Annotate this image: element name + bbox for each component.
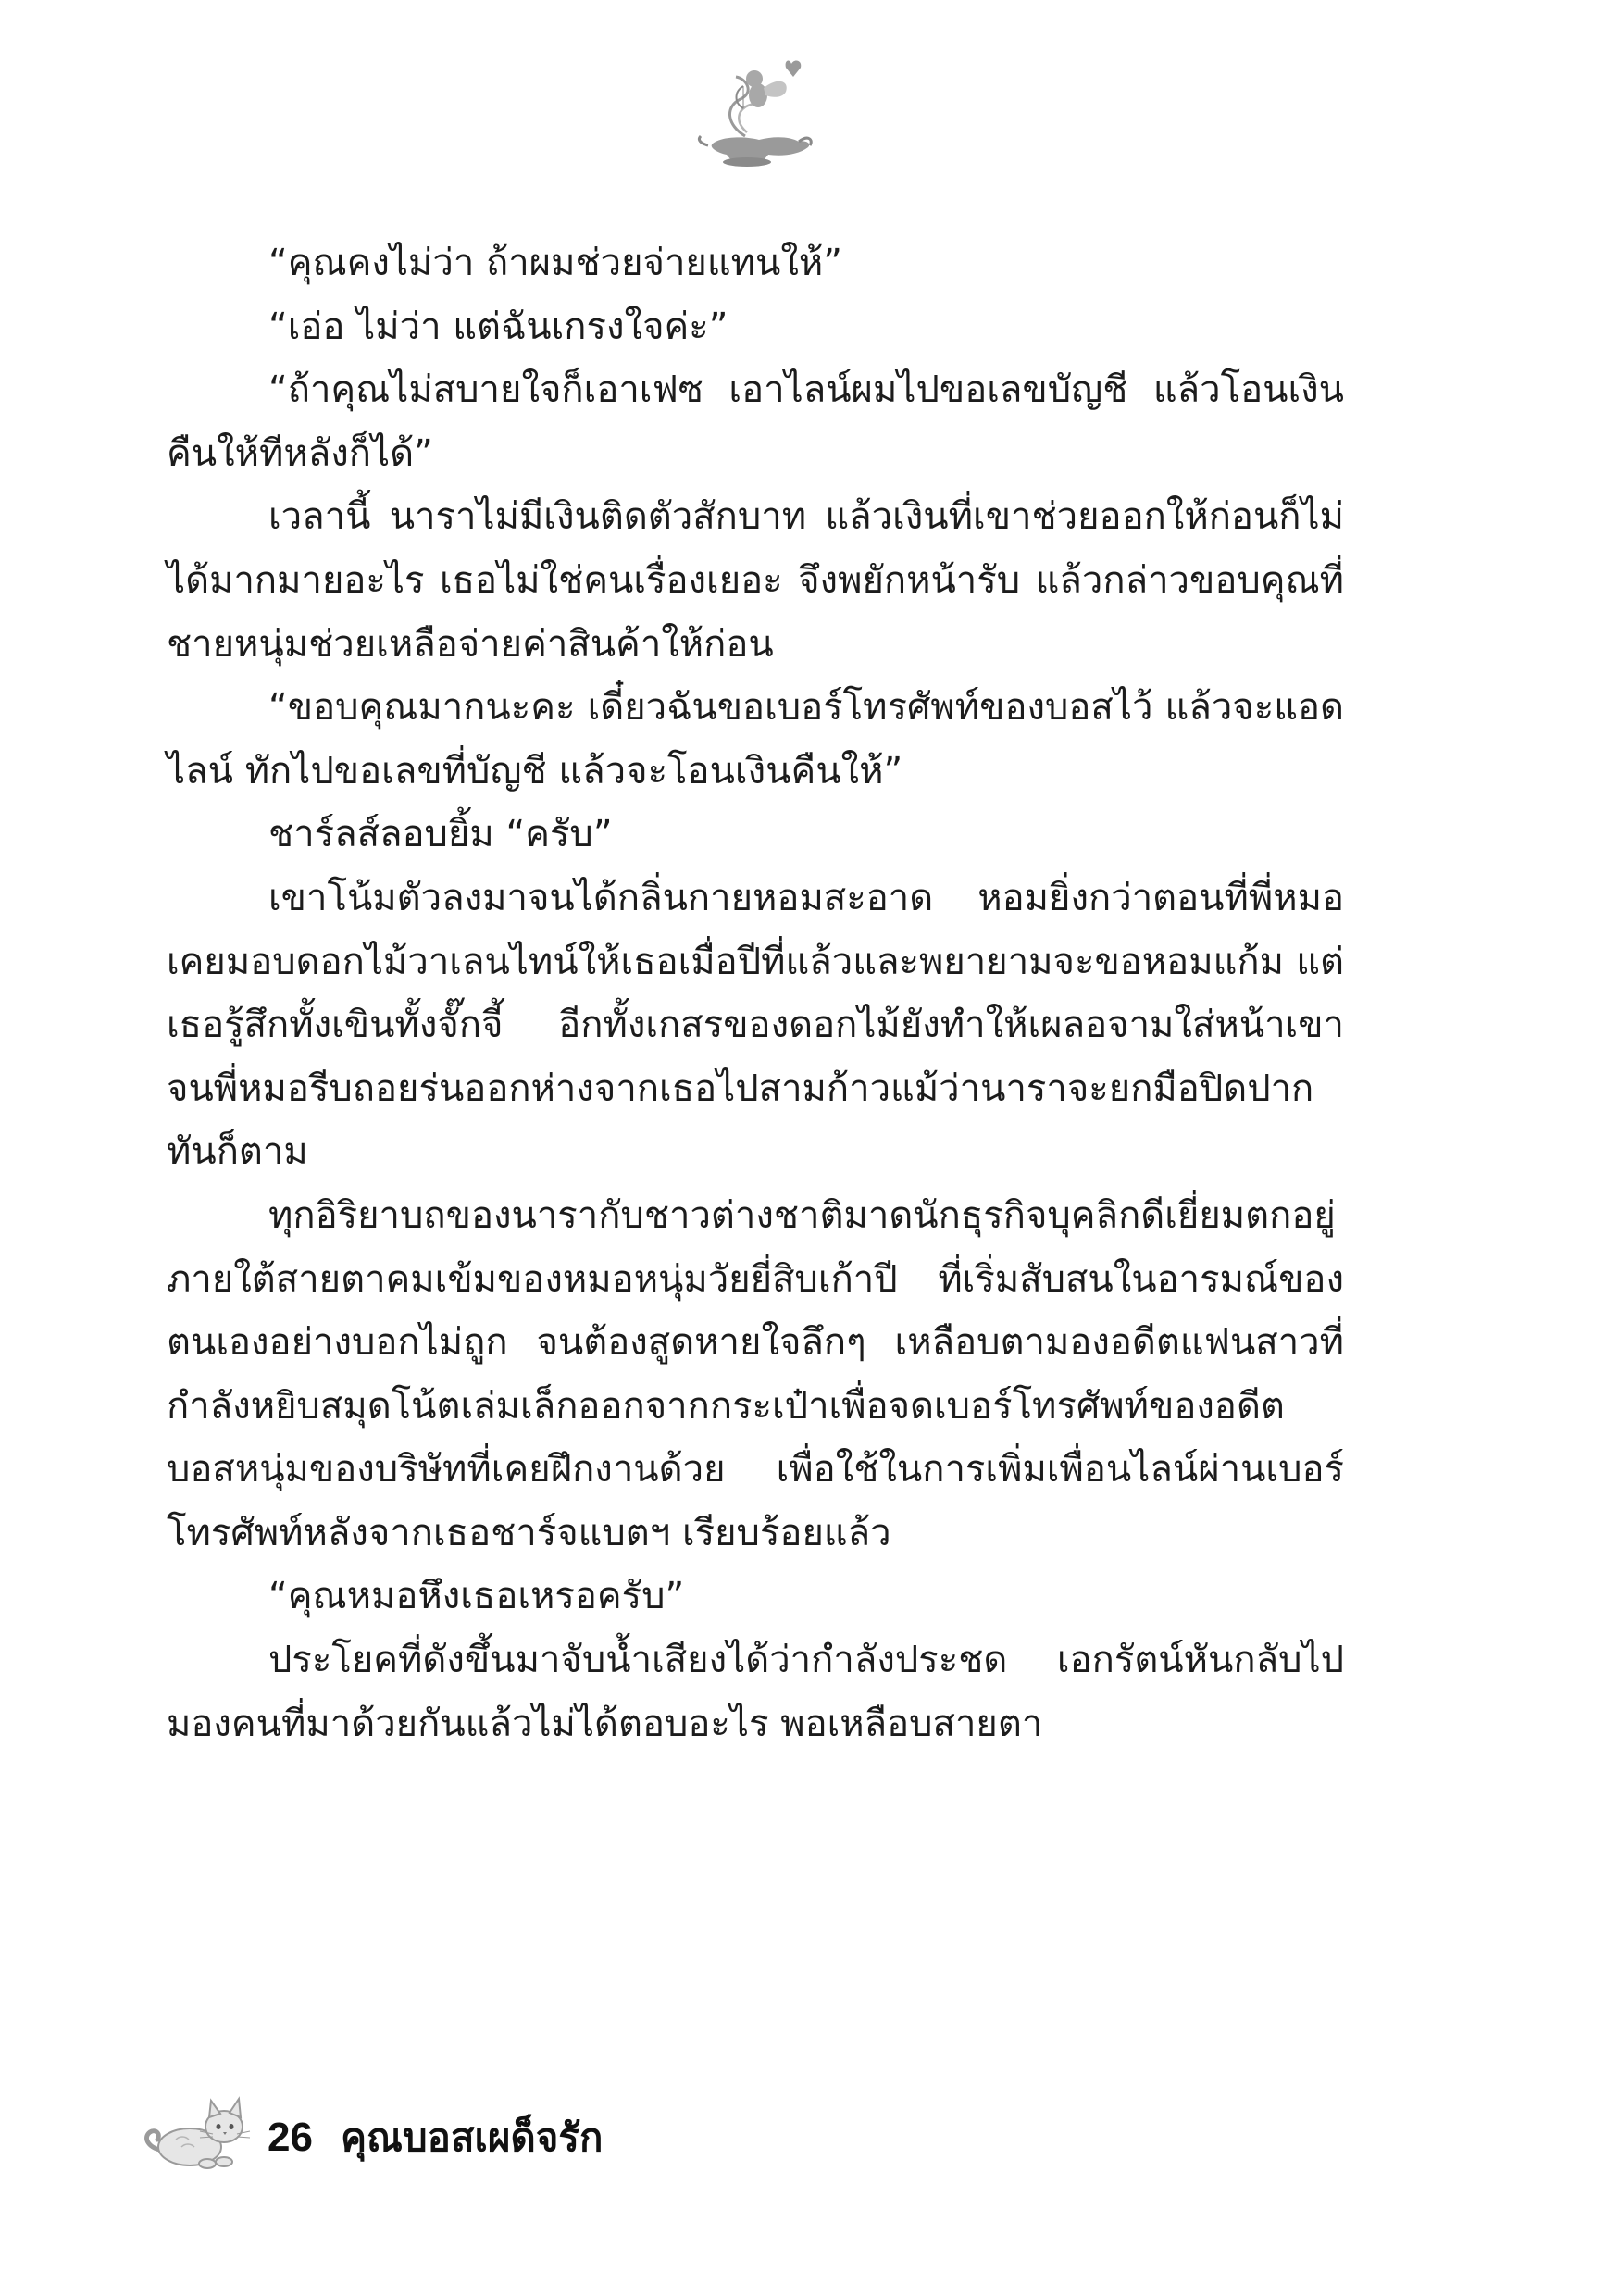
paragraph: “ถ้าคุณไม่สบายใจก็เอาเฟซ เอาไลน์ผมไปขอเลขบัญชี แล้วโอนเงินคืนให้ทีหลังก็ได้”	[167, 368, 1344, 475]
paragraph: เขาโน้มตัวลงมาจนได้กลิ่นกายหอมสะอาด หอมยิ่งกว่าตอนที่พี่หมอเคยมอบดอกไม้วาเลนไทน์ให้เธอเมื่อปีที่แล้วและพยายามจะขอหอมแก้ม แต่เธอรู้สึกทั้งเขินทั้งจั๊กจี้ อีกทั้งเกสรของดอกไม้ยังทำให้เผลอจามใส่หน้าเขา จนพี่หมอรีบถอยร่นออกห่างจากเธอไปสามก้าวแม้ว่านาราจะยกมือปิดปากทันก็ตาม	[167, 876, 1344, 1174]
paragraph: “คุณหมอหึงเธอเหรอครับ”	[268, 1575, 685, 1618]
paragraph: ทุกอิริยาบถของนารากับชาวต่างชาติมาดนักธุรกิจบุคลิกดีเยี่ยมตกอยู่ภายใต้สายตาคมเข้มของหมอหนุ่มวัยยี่สิบเก้าปี ที่เริ่มสับสนในอารมณ์ของตนเองอย่างบอกไม่ถูก จนต้องสูดหายใจลึกๆ เหลือบตามองอดีตแฟนสาวที่กำลังหยิบสมุดโน้ตเล่มเล็กออกจากกระเป๋าเพื่อจดเบอร์โทรศัพท์ของอดีตบอสหนุ่มของบริษัทที่เคยฝึกงานด้วย เพื่อใช้ในการเพิ่มเพื่อนไลน์ผ่านเบอร์โทรศัพท์หลังจากเธอชาร์จแบตฯ เรียบร้อยแล้ว	[167, 1193, 1344, 1554]
paragraph: เวลานี้ นาราไม่มีเงินติดตัวสักบาท แล้วเงินที่เขาช่วยออกให้ก่อนก็ไม่ได้มากมายอะไร เธอไม่ใช่คนเรื่องเยอะ จึงพยักหน้ารับ แล้วกล่าวขอบคุณที่ชายหนุ่มช่วยเหลือจ่ายค่าสินค้าให้ก่อน	[167, 495, 1344, 666]
paragraph: “ขอบคุณมากนะคะ เดี๋ยวฉันขอเบอร์โทรศัพท์ของบอสไว้ แล้วจะแอดไลน์ ทักไปขอเลขที่บัญชี แล้วจะโอนเงินคืนให้”	[167, 686, 1344, 792]
book-title: คุณบอสเผด็จรัก	[340, 2115, 604, 2160]
body-text	[167, 231, 1344, 1755]
page-footer	[139, 2078, 603, 2180]
page-number: 26	[268, 2115, 313, 2160]
paragraph: ประโยคที่ดังขึ้นมาจับน้ำเสียงได้ว่ากำลังประชด เอกรัตน์หันกลับไปมองคนที่มาด้วยกันแล้วไม่ได้ตอบอะไร พอเหลือบสายตา	[167, 1639, 1344, 1745]
paragraph: ชาร์ลส์ลอบยิ้ม “ครับ”	[268, 813, 613, 856]
genie-lamp-cupid-icon	[690, 51, 819, 181]
paragraph: “เอ่อ ไม่ว่า แต่ฉันเกรงใจค่ะ”	[268, 305, 728, 348]
cat-icon	[139, 2086, 255, 2174]
paragraph: “คุณคงไม่ว่า ถ้าผมช่วยจ่ายแทนให้”	[268, 242, 842, 284]
